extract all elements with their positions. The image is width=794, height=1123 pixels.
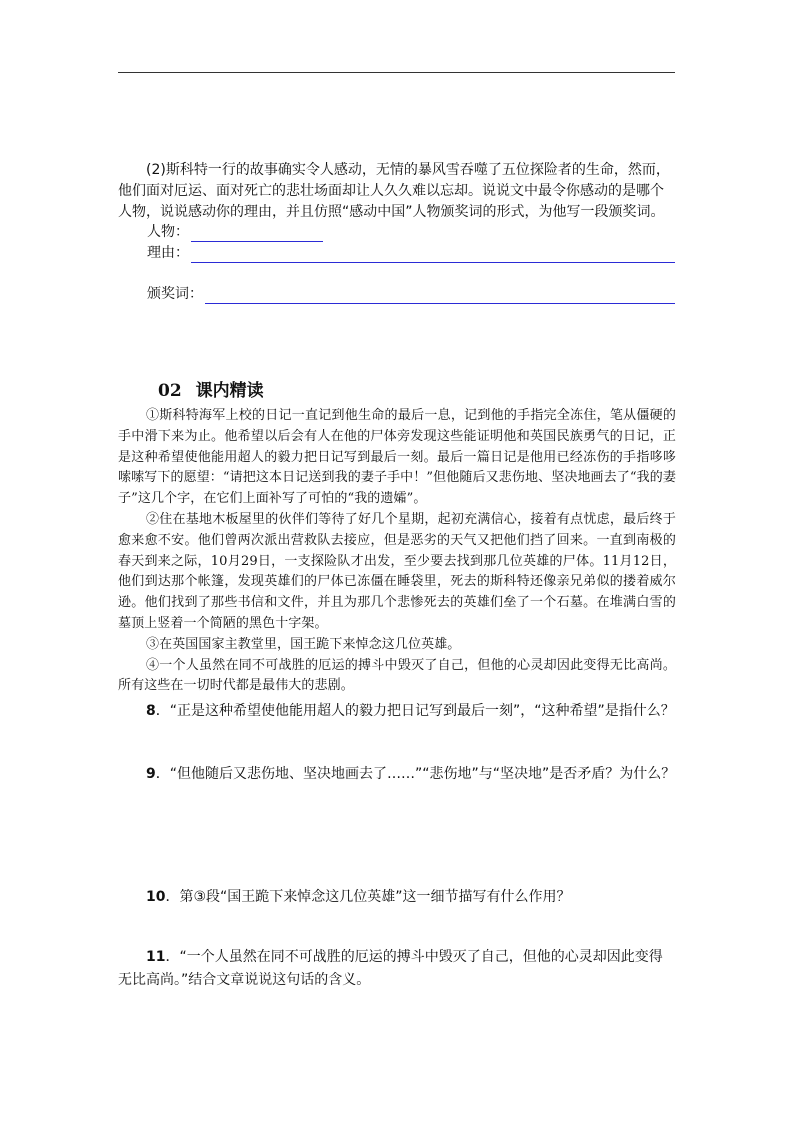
award-field-label: 颁奖词： — [147, 286, 203, 302]
question-10: 10．第③段“国王跪下来悼念这几位英雄”这一细节描写有什么作用？ — [146, 889, 571, 905]
question-text: “一个人虽然在同不可战胜的厄运的搏斗中毁灭了自己，但他的心灵却因此变得无比高尚。”结合文章说说这句话的含义。 — [118, 949, 663, 988]
person-field-label: 人物： — [147, 224, 189, 240]
reason-field-label: 理由： — [147, 245, 189, 261]
question-number: 8 — [146, 703, 156, 719]
passage-paragraph-4: ④一个人虽然在同不可战胜的厄运的搏斗中毁灭了自己，但他的心灵却因此变得无比高尚。所有这些在一切时代都是最伟大的悲剧。 — [118, 657, 676, 694]
question-9: 9．“但他随后又悲伤地、坚决地画去了……”“悲伤地”与“坚决地”是否矛盾？为什么？ — [146, 766, 676, 782]
intro-question-label: (2) — [146, 162, 166, 178]
question-number: 10 — [146, 889, 166, 905]
passage-paragraph-2: ②住在基地木板屋里的伙伴们等待了好几个星期，起初充满信心，接着有点忧虑，最后终于愈来愈不安。他们曾两次派出营救队去接应，但是恶劣的天气又把他们挡了回来。一直到南极的春天到来之际，10月29日，一支探险队才出发，至少要去找到那几位英雄的尸体。11月12日，他们到达那个帐篷，发现英雄们的尸体已冻僵在睡袋里，死去的斯科特还像亲兄弟似的搂着威尔逊。他们找到了那些书信和文件，并且为那几个悲惨死去的英雄们垒了一个石墓。在堆满白雪的墓顶上竖着一个简陋的黑色十字架。 — [118, 511, 676, 631]
award-field — [147, 284, 675, 304]
intro-question — [118, 160, 676, 223]
question-8: 8．“正是这种希望使他能用超人的毅力把日记写到最后一刻”，“这种希望”是指什么？ — [146, 703, 675, 719]
section-title: 课内精读 — [195, 381, 264, 401]
passage-paragraph-1: ①斯科特海军上校的日记一直记到他生命的最后一息，记到他的手指完全冻住，笔从僵硬的手中滑下来为止。他希望以后会有人在他的尸体旁发现这些能证明他和英国民族勇气的日记，正是这种希望使他能用超人的毅力把日记写到最后一刻。最后一篇日记是他用已经冻伤的手指哆哆嗦嗦写下的愿望：“请把这本日记送到我的妻子手中！”但他随后又悲伤地、坚决地画去了“我的妻子”这几个字，在它们上面补写了可怕的“我的遗孀”。 — [118, 408, 676, 507]
question-number: 9 — [146, 766, 156, 782]
question-number: 11 — [146, 949, 166, 965]
reason-answer-line[interactable] — [191, 244, 675, 263]
person-field — [147, 222, 323, 242]
question-11: 11．“一个人虽然在同不可战胜的厄运的搏斗中毁灭了自己，但他的心灵却因此变得无比高尚。”结合文章说说这句话的含义。 — [118, 949, 663, 988]
question-text: 第③段“国王跪下来悼念这几位英雄”这一细节描写有什么作用？ — [179, 889, 571, 905]
section-heading — [158, 376, 278, 401]
award-answer-line[interactable] — [205, 285, 675, 304]
section-number: 02 — [158, 381, 182, 401]
reading-passage — [118, 406, 676, 697]
question-text: “但他随后又悲伤地、坚决地画去了……”“悲伤地”与“坚决地”是否矛盾？为什么？ — [169, 766, 676, 782]
header-rule — [118, 72, 675, 73]
question-text: “正是这种希望使他能用超人的毅力把日记写到最后一刻”，“这种希望”是指什么？ — [169, 703, 675, 719]
reason-field — [147, 243, 675, 263]
passage-paragraph-3: ③在英国国家主教堂里，国王跪下来悼念这几位英雄。 — [146, 636, 461, 652]
intro-question-text: (2)斯科特一行的故事确实令人感动，无情的暴风雪吞噬了五位探险者的生命，然而，他们面对厄运、面对死亡的悲壮场面却让人久久难以忘却。说说文中最令你感动的是哪个人物，说说感动你的理由，并且仿照“感动中国”人物颁奖词的形式，为他写一段颁奖词。 — [118, 162, 670, 220]
person-answer-line[interactable] — [191, 223, 323, 242]
